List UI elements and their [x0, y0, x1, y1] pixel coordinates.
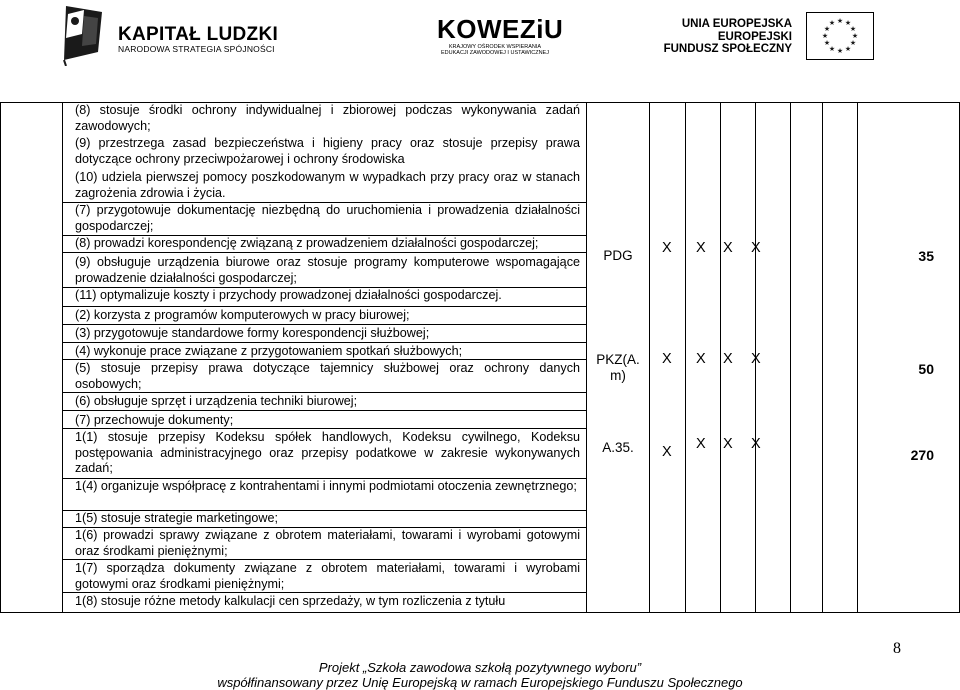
x-mark: X [751, 351, 761, 367]
x-mark: X [696, 351, 706, 367]
svg-text:★: ★ [828, 19, 836, 27]
list-item: (7) przechowuje dokumenty; [75, 413, 234, 427]
list-item: (2) korzysta z programów komputerowych w pracy biurowej; [75, 308, 410, 322]
table-col-divider [720, 102, 721, 612]
hours-value: 270 [910, 447, 934, 463]
row-separator [62, 252, 587, 253]
list-item: (10) udziela pierwszej pomocy poszkodowanym w wypadkach przy pracy oraz w stanach zagrożenia zdrowia i życia. [75, 170, 580, 200]
kapital-ludzki-title: KAPITAŁ LUDZKI [118, 24, 279, 45]
list-item: 1(1) stosuje przepisy Kodeksu spółek handlowych, Kodeksu cywilnego, Kodeksu postępowania administracyjnego oraz przepisy podatkowe w zakresie wykonywanych zadań; [75, 430, 580, 475]
svg-text:★: ★ [844, 45, 852, 53]
svg-text:★: ★ [851, 32, 859, 40]
x-mark: X [751, 240, 761, 256]
row-separator [62, 559, 587, 560]
footer-project-line: Projekt „Szkoła zawodowa szkołą pozytywnego wyboru” [318, 660, 642, 675]
koweziu-logo: KOWEZiU [437, 14, 564, 44]
row-separator [62, 592, 587, 593]
x-mark: X [751, 436, 761, 452]
svg-text:★: ★ [844, 19, 852, 27]
row-separator [62, 324, 587, 325]
koweziu-subtitle-1: KRAJOWY OŚRODEK WSPIERANIA [448, 44, 542, 50]
list-item: (9) obsługuje urządzenia biurowe oraz stosuje programy komputerowe wspomagające prowadzenie działalności gospodarczej; [75, 255, 580, 285]
module-code: PDG [603, 248, 633, 263]
svg-text:★: ★ [823, 39, 831, 47]
eu-flag-icon [806, 12, 874, 60]
hours-value: 35 [918, 248, 934, 264]
x-mark: X [723, 240, 733, 256]
table-col-divider [649, 102, 650, 612]
x-mark: X [662, 351, 672, 367]
eu-label-line2: EUROPEJSKI [717, 31, 792, 43]
list-item: (7) przygotowuje dokumentację niezbędną do uruchomienia i prowadzenia działalności gospodarczej; [75, 203, 580, 233]
kapital-ludzki-subtitle: NARODOWA STRATEGIA SPÓJNOŚCI [118, 44, 275, 54]
row-separator [62, 410, 587, 411]
list-item: 1(8) stosuje różne metody kalkulacji cen sprzedaży, w tym rozliczenia z tytułu [75, 594, 506, 608]
koweziu-subtitle-2: EDUKACJI ZAWODOWEJ I USTAWICZNEJ [441, 50, 549, 56]
list-item: (8) stosuje środki ochrony indywidualnej i zbiorowej podczas wykonywania zadań zawodowych; [75, 103, 580, 133]
list-item: 1(7) sporządza dokumenty związane z obrotem materiałami, towarami i wyrobami gotowymi oraz środkami pieniężnymi; [75, 561, 580, 591]
list-item: (5) stosuje przepisy prawa dotyczące tajemnicy służbowej oraz ochrony danych osobowych; [75, 361, 580, 391]
svg-text:★: ★ [836, 17, 844, 25]
table-col-divider [790, 102, 791, 612]
x-mark: X [723, 436, 733, 452]
x-mark: X [696, 240, 706, 256]
page-number: 8 [893, 640, 901, 657]
list-item: 1(4) organizuje współpracę z kontrahentami i innymi podmiotami otoczenia zewnętrznego; [75, 479, 577, 493]
eu-label-line1: UNIA EUROPEJSKA [681, 18, 792, 30]
eu-label-line3: FUNDUSZ SPOŁECZNY [663, 43, 792, 55]
list-item: (3) przygotowuje standardowe formy korespondencji służbowej; [75, 326, 430, 340]
row-separator [62, 306, 587, 307]
svg-text:★: ★ [823, 25, 831, 33]
list-item: (8) prowadzi korespondencję związaną z prowadzeniem działalności gospodarczej; [75, 236, 539, 250]
svg-text:★: ★ [821, 32, 829, 40]
table-border-left [0, 102, 1, 612]
list-item: (11) optymalizuje koszty i przychody prowadzonej działalności gospodarczej. [75, 288, 502, 302]
table-col-divider [62, 102, 63, 612]
svg-text:★: ★ [849, 39, 857, 47]
list-item: (6) obsługuje sprzęt i urządzenia techniki biurowej; [75, 394, 358, 408]
module-code: A.35. [602, 440, 634, 455]
svg-text:★: ★ [828, 45, 836, 53]
svg-text:★: ★ [849, 25, 857, 33]
list-item: 1(5) stosuje strategie marketingowe; [75, 511, 278, 525]
table-col-divider [822, 102, 823, 612]
x-mark: X [696, 436, 706, 452]
list-item: (9) przestrzega zasad bezpieczeństwa i higieny pracy oraz stosuje przepisy prawa dotyczące ochrony przeciwpożarowej i ochrony środowiska [75, 136, 580, 166]
table-col-divider [685, 102, 686, 612]
x-mark: X [723, 351, 733, 367]
module-code: PKZ(A. m) [596, 352, 640, 383]
table-border-bottom [0, 612, 960, 613]
row-separator [62, 342, 587, 343]
table-col-divider [586, 102, 587, 612]
x-mark: X [662, 240, 672, 256]
x-mark: X [662, 444, 672, 460]
kapital-ludzki-flag-logo [62, 4, 104, 66]
footer-funding-line: współfinansowany przez Unię Europejską w ramach Europejskiego Funduszu Społecznego [217, 675, 743, 690]
list-item: (4) wykonuje prace związane z przygotowaniem spotkań służbowych; [75, 344, 463, 358]
list-item: 1(6) prowadzi sprawy związane z obrotem materiałami, towarami i wyrobami gotowymi oraz środkami pieniężnymi; [75, 528, 580, 558]
row-separator [62, 392, 587, 393]
svg-text:★: ★ [836, 47, 844, 55]
table-col-divider [857, 102, 858, 612]
hours-value: 50 [918, 361, 934, 377]
